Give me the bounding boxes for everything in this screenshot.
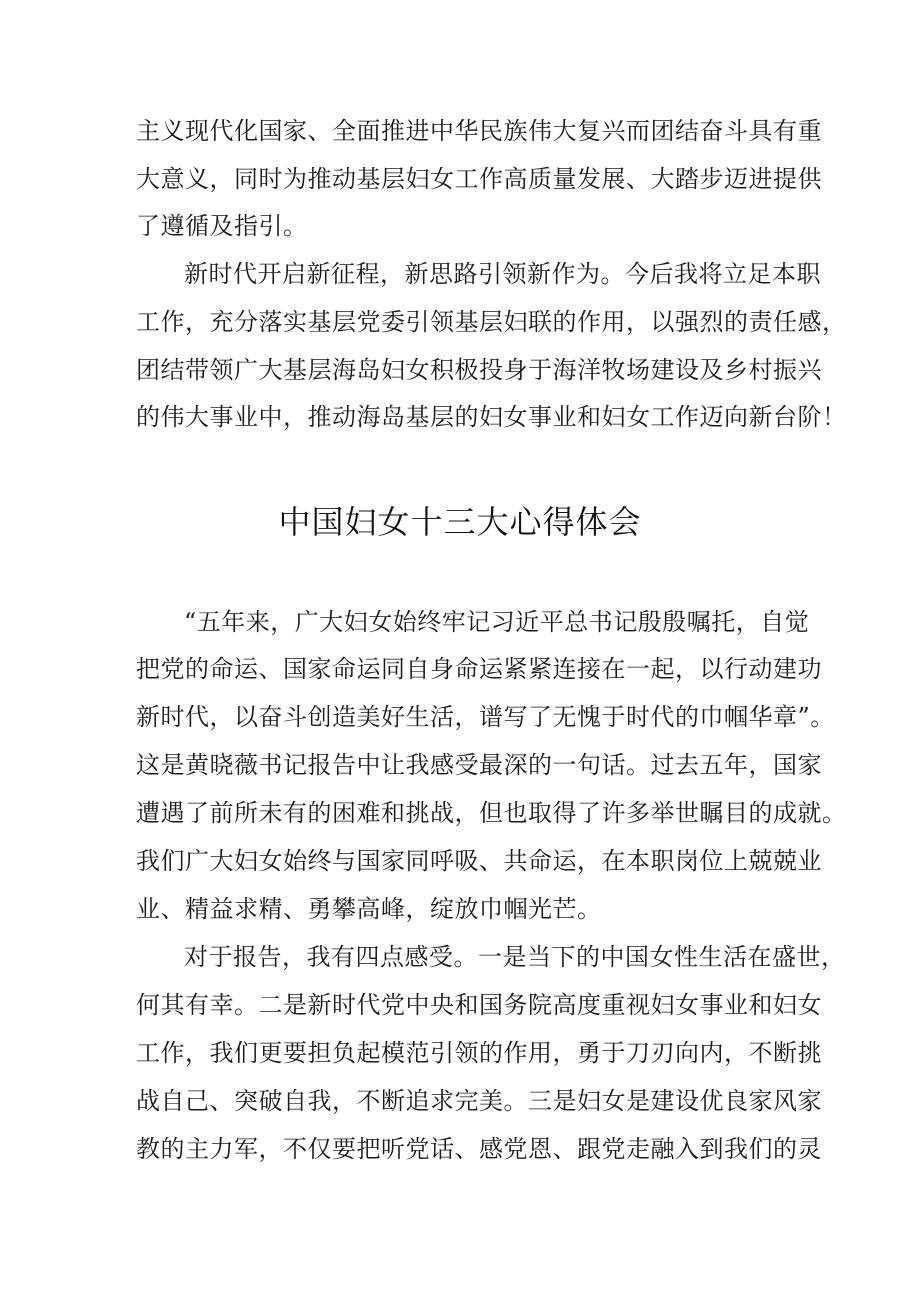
article-title: 中国妇女十三大心得体会 — [278, 503, 642, 541]
text-line: 遭遇了前所未有的困难和挑战，但也取得了许多举世瞩目的成就。 — [136, 799, 847, 827]
text-line: 大意义，同时为推动基层妇女工作高质量发展、大踏步迈进提供 — [136, 165, 822, 193]
text-line: “五年来，广大妇女始终牢记习近平总书记殷殷嘱托，自觉 — [184, 608, 810, 636]
text-line: 何其有幸。二是新时代党中央和国务院高度重视妇女事业和妇女 — [136, 991, 822, 1019]
text-line: 团结带领广大基层海岛妇女积极投身于海洋牧场建设及乡村振兴 — [136, 356, 822, 384]
text-line: 新时代，以奋斗创造美好生活，谱写了无愧于时代的巾帼华章”。 — [136, 703, 835, 731]
text-line: 业、精益求精、勇攀高峰，绽放巾帼光芒。 — [136, 895, 602, 923]
text-line: 教的主力军，不仅要把听党话、感党恩、跟党走融入到我们的灵 — [136, 1135, 822, 1163]
text-line: 我们广大妇女始终与国家同呼吸、共命运，在本职岗位上兢兢业 — [136, 847, 822, 875]
text-line: 了遵循及指引。 — [136, 212, 308, 240]
text-line: 把党的命运、国家命运同自身命运紧紧连接在一起，以行动建功 — [136, 655, 822, 683]
text-line: 工作，我们更要担负起模范引领的作用，勇于刀刃向内，不断挑 — [136, 1039, 822, 1067]
text-line: 主义现代化国家、全面推进中华民族伟大复兴而团结奋斗具有重 — [136, 117, 822, 145]
text-line: 战自己、突破自我，不断追求完美。三是妇女是建设优良家风家 — [136, 1087, 822, 1115]
text-line: 新时代开启新征程，新思路引领新作为。今后我将立足本职 — [184, 260, 821, 288]
text-line: 对于报告，我有四点感受。一是当下的中国女性生活在盛世， — [184, 943, 846, 971]
text-line: 工作，充分落实基层党委引领基层妇联的作用，以强烈的责任感， — [136, 308, 847, 336]
text-line: 的伟大事业中，推动海岛基层的妇女事业和妇女工作迈向新台阶！ — [136, 403, 847, 431]
text-line: 这是黄晓薇书记报告中让我感受最深的一句话。过去五年，国家 — [136, 751, 822, 779]
